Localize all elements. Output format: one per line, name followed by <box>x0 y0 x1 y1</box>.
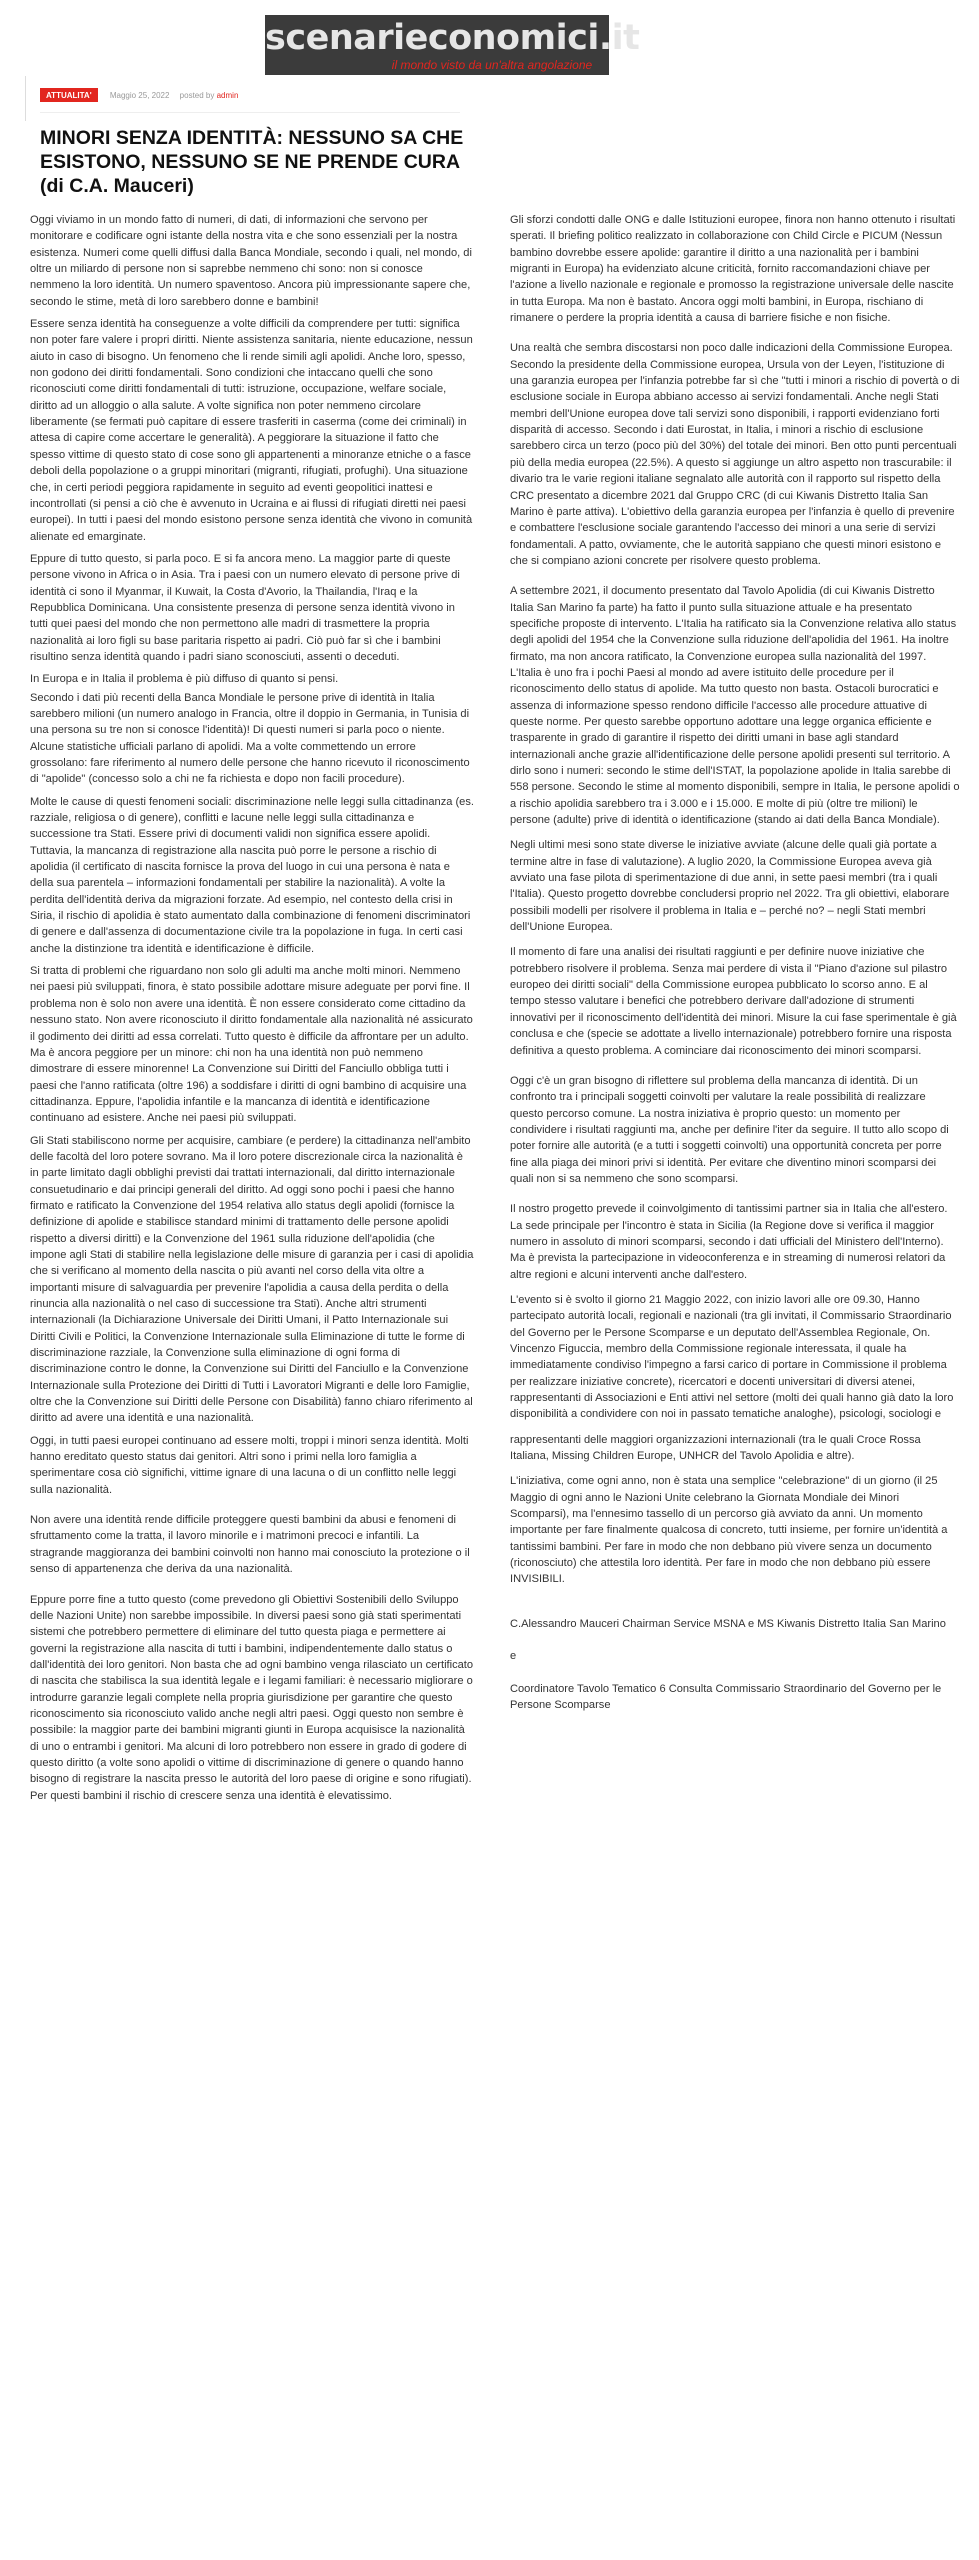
divider <box>40 112 460 113</box>
category-badge[interactable]: ATTUALITA' <box>40 88 98 102</box>
paragraph: Il momento di fare una analisi dei risultati raggiunti e per definire nuove iniziative che potrebbero risolvere il problema. Senza mai perdere di vista il "Piano d'azione sul pilastro europeo dei diritti sociali" della Commissione europea pubblicato lo scorso anno. E al tempo stesso valutare i benefici che potrebbero derivare dall'adozione di strumenti innovativi per il riconoscimento dell'identità dei minori. Misure la cui fase sperimentale è già conclusa e che (specie se adottate a livello internazionale) potrebbero fornire una risposta definitiva a questo problema. A cominciare dai riconoscimento dei minori scomparsi. <box>510 946 957 1057</box>
paragraph: Secondo i dati più recenti della Banca Mondiale le persone prive di identità in Italia sarebbero milioni (un numero analogo in Francia, oltre il doppio in Germania, in Tunisia di una persona su tre non si conosce l'identità)! Di questi numeri si parla poco o niente. Alcune statistiche ufficiali parlano di apolidi. Ma a volte commettendo un errore grossolano: fare riferimento al numero delle persone che hanno ricevuto il riconoscimento di "apolide" (concesso solo a chi ne fa richiesta e dopo non facili procedure). <box>30 691 470 786</box>
paragraph: In Europa e in Italia il problema è più diffuso di quanto si pensi. <box>30 673 339 686</box>
paragraph: Essere senza identità ha conseguenze a volte difficili da comprendere per tutti: significa non poter fare valere i propri diritti. Niente assistenza sanitaria, niente educazione, nessun aiuto in caso di bisogno. Un fenomeno che li rende simili agli apolidi. Anche loro, spesso, non godono dei diritti fondamentali. Sono condizioni che intaccano quelli che sono riconosciuti come diritti fondamentali di tutti: istruzione, occupazione, welfare sociale, diritto ad un alloggio o alla salute. A volte significa non poter nemmeno circolare liberamente (se fermati può capitare di essere trasferiti in caserma (come dei criminali) in attesa di capire come accertare le generalità). A peggiorare la situazione il fatto che spesso vittime di questo stato di cose sono gli appartenenti a minoranze etniche o a fasce deboli della popolazione o a gruppi minoritari (migranti, rifugiati, profughi). Una situazione che, in certi periodi peggiora rapidamente in seguito ad eventi geopolitici inattesi e incontrollati (si pensi a ciò che è avvenuto in Ucraina e ai flussi di rifugiati diretti nei paesi europei). In tutti i paesi del mondo esistono persone senza identità che vivono in comunità alienate ed emarginate. <box>30 318 473 543</box>
site-brand: scenarieconomici.it <box>265 18 640 58</box>
site-tagline: il mondo visto da un'altra angolazione <box>391 58 593 72</box>
paragraph: rappresentanti delle maggiori organizzazioni internazionali (tra le quali Croce Rossa Italiana, Missing Children Europe, UNHCR del Tavolo Apolidia e altre). <box>510 1433 921 1463</box>
paragraph: A settembre 2021, il documento presentato dal Tavolo Apolidia (di cui Kiwanis Distretto Italia San Marino fa parte) ha fatto il punto sulla situazione attuale e ha presentato specifiche proposte di intervento. L'Italia ha ratificato sia la Convenzione relativa allo status degli apolidi del 1954 che la Convenzione sulla riduzione dell'apolidia del 1961. Ha inoltre firmato, ma non ancora ratificato, la Convenzione europea sulla nazionalità del 1997. L'Italia è uno fra i pochi Paesi al mondo ad avere istituito delle procedure per il riconoscimento dello status di apolide. Ma tutto questo non basta. Ostacoli burocratici e assenza di informazione spesso rendono difficile l'accesso alle procedure attuative di queste norme. Per questo sarebbe opportuno adottare una legge organica efficiente e trasparente in grado di garantire il rispetto dei diritti umani in base agli standard internazionali anche grazie all'identificazione delle persone apolidi presenti sul territorio. A dirlo sono i numeri: secondo le stime dell'ISTAT, la popolazione apolide in Italia sarebbe di 558 persone. Secondo le stime al momento disponibili, sempre in Italia, le persone apolidi o a rischio apolidia sarebbero tra i 3.000 e i 15.000. E molte di più (oltre tre milioni) le persone (adulte) prive di identità o identificazione (stando ai dati della Banca Mondiale). <box>510 585 960 827</box>
author-role: Coordinatore Tavolo Tematico 6 Consulta Commissario Straordinario del Governo per le Persone Scomparse <box>510 1682 942 1711</box>
divider <box>25 76 26 121</box>
posted-by-label: posted by <box>179 91 215 100</box>
paragraph: Oggi c'è un gran bisogno di riflettere sul problema della mancanza di identità. Di un confronto tra i principali soggetti coinvolti per valutare la reale possibilità di realizzare questo percorso comune. La nostra iniziativa è proprio questo: un momento per condividere i risultati raggiunti ma, anche per definire l'iter da seguire. Il tutto allo scopo di poter fornire alle autorità (e a tutti i soggetti coinvolti) una opportunità concreta per porre fine alla piaga dei minori privi si identità. Per evitare che diventino minori scomparsi dei quali non si sa nemmeno che sono scomparsi. <box>510 1074 949 1185</box>
paragraph: Il nostro progetto prevede il coinvolgimento di tantissimi partner sia in Italia che all'estero. La sede principale per l'incontro è stata in Sicilia (la Regione dove si verifica il maggior numero in assoluto di minori scomparsi, secondo i dati ufficiali del Ministero dell'Interno). Ma è prevista la partecipazione in videoconferenza e in streaming di numerosi relatori da altre regioni e alcuni interventi anche dall'estero. <box>510 1203 948 1281</box>
paragraph: Si tratta di problemi che riguardano non solo gli adulti ma anche molti minori. Nemmeno nei paesi più sviluppati, finora, è stato possibile adottare misure adeguate per porvi fine. Il problema non è solo non avere una identità. È non essere considerato come cittadino da nessuno stato. Non avere riconosciuto il diritto fondamentale alla nazionalità né assicurato il godimento dei diritti ad essa correlati. Tutto questo è difficile da affrontare per un adulto. Ma è ancora peggiore per un minore: chi non ha una identità non può nemmeno dimostrare di essere minorenne! La Convenzione sui Diritti del Fanciullo obbliga tutti i paesi che l'anno ratificata (oltre 196) a soddisfare i diritti di ogni bambino di acquisire una cittadinanza. Eppure, l'apolidia infantile e la mancanza di identità e identificazione continuano ad esistere. Anche nei paesi più sviluppati. <box>30 965 473 1125</box>
post-date: Maggio 25, 2022 <box>109 91 170 100</box>
paragraph: Negli ultimi mesi sono state diverse le iniziative avviate (alcune delle quali già portate a termine altre in fase di valutazione). A luglio 2020, la Commissione Europea aveva già avviato una fase pilota di sperimentazione di due anni, in sette paesi membri (tra i quali l'Italia). Questo progetto dovrebbe concludersi proprio nel 2022. Tra gli obiettivi, elaborare possibili modelli per risolvere il problema in Italia e – perché no? – negli Stati membri dell'Unione Europea. <box>510 839 950 934</box>
paragraph: Gli sforzi condotti dalle ONG e dalle Istituzioni europee, finora non hanno ottenuto i risultati sperati. Il briefing politico realizzato in collaborazione con Child Circle e PICUM (Nessun bambino dovrebbe essere apolide: garantire il diritto a una nazionalità per i bambini migranti in Europa) ha evidenziato alcune criticità, fornito raccomandazioni chiave per l'azione a livello nazionale e regionale e promosso la registrazione universale delle nascite in tutta Europa. Ma non è bastato. Ancora oggi molti bambini, in Europa, rischiano di rimanere o perdere la propria identità a causa di barriere fisiche e non fisiche. <box>510 214 956 325</box>
article-column-left <box>30 212 474 1810</box>
paragraph: Una realtà che sembra discostarsi non poco dalle indicazioni della Commissione Europea. Secondo la presidente della Commissione europea, Ursula von der Leyen, l'istituzione di una garanzia europea per l'infanzia potrebbe far sì che "tutti i minori a rischio di povertà o di esclusione sociale in Europa abbiano accesso ai servizi fondamentali. Anche negli Stati membri dell'Unione europea dove tali servizi sono disponibili, i rapporti evidenziano forti disparità di accesso. Secondo i dati Eurostat, in Italia, i minori a rischio di esclusione sarebbero circa un terzo (poco più del 30%) del totale dei minori. Ben otto punti percentuali più della media europea (22.5%). A questo si aggiunge un altro aspetto non trascurabile: il divario tra le varie regioni italiane segnalato alle autorità con il rapporto sul rispetto della CRC presentato a dicembre 2021 dal Gruppo CRC (di cui Kiwanis Distretto Italia San Marino è parte attiva). L'obiettivo della garanzia europea per l'infanzia è quello di prevenire e combattere l'esclusione sociale garantendo l'accesso dei minori a una serie di servizi fondamentali. A patto, ovviamente, che le autorità sappiano che questi minori esistono e che si compiano azioni concrete per risolvere questo problema. <box>510 342 960 567</box>
author-credit-conjunction: e <box>510 1650 517 1663</box>
paragraph: Eppure di tutto questo, si parla poco. E si fa ancora meno. La maggior parte di queste persone vivono in Africa o in Asia. Tra i paesi con un numero elevato di persone prive di identità ci sono il Myanmar, il Kuwait, la Costa d'Avorio, la Thailandia, l'Iraq e la Repubblica Dominicana. Una consistente presenza di persone senza identità vivono in tutti quei paesi del mondo che non permettono alle madri di trasmettere la propria nazionalità ai loro figli su base paritaria rispetto ai padri. Ciò può far sì che i bambini risultino senza identità quando i padri siano sconosciuti, assenti o deceduti. <box>30 552 460 663</box>
paragraph: Gli Stati stabiliscono norme per acquisire, cambiare (e perdere) la cittadinanza nell'ambito delle facoltà del loro potere sovrano. Ma il loro potere discrezionale circa la nazionalità è in parte limitato dagli obblighi previsti dai trattati internazionali, dal diritto internazionale consuetudinario e dai principi generali del diritto. Ad oggi sono pochi i paesi che hanno firmato e ratificato la Convenzione del 1954 relativa allo status degli apolidi (fornisce la definizione di apolide e stabilisce standard minimi di trattamento delle persone apolidi rispetto a diversi diritti) e la Convenzione del 1961 sulla riduzione dell'apolidia (che impone agli Stati di stabilire nella legislazione delle misure di garanzia per i casi di apolidia che si verificano al momento della nascita o più avanti nel corso della vita oltre a importanti misure di salvaguardia per prevenire l'apolidia a causa della perdita o della rinuncia alla nazionalità o nel caso di successione tra Stati). Anche altri strumenti internazionali (la Dichiarazione Universale dei Diritti Umani, il Patto Internazionale sui Diritti Civili e Politici, la Convenzione Internazionale sulla Eliminazione di tutte le forme di discriminazione razziale, la Convenzione sulla eliminazione di ogni forma di discriminazione contro le donne, la Convenzione sui Diritti del Fanciullo e la Convenzione Internazionale sulla Protezione dei Diritti di Tutti i Lavoratori Migranti e delle loro Famiglie, oltre che la Convenzione sui Diritti delle Persone con Disabilità) fanno chiaro riferimento al diritto ad avere una identità e una nazionalità. <box>30 1134 474 1425</box>
author-credit: C.Alessandro Mauceri Chairman Service MSNA e MS Kiwanis Distretto Italia San Marino <box>510 1617 946 1630</box>
article-column-right <box>510 212 960 1729</box>
paragraph: Non avere una identità rende difficile proteggere questi bambini da abusi e fenomeni di sfruttamento come la tratta, il lavoro minorile e i matrimoni precoci e infantili. La stragrande maggioranza dei bambini coinvolti non hanno mai conosciuto la protezione o il senso di appartenenza che deriva da una nazionalità. <box>30 1514 470 1576</box>
post-author-link[interactable]: admin <box>216 91 239 100</box>
paragraph: Eppure porre fine a tutto questo (come prevedono gli Obiettivi Sostenibili dello Sviluppo delle Nazioni Unite) non sarebbe impossibile. In diversi paesi sono già stati sperimentati sistemi che potrebbero permettere di eliminare del tutto questa piaga e permettere ai governi la registrazione alla nascita di tutti i bambini, indipendentemente dallo status o dall'identità dei loro genitori. Non basta che ad ogni bambino venga rilasciato un certificato di nascita che stabilisca la sua identità legale e i legami familiari: è necessario migliorare o introdurre garanzie legali complete nella propria giurisdizione per garantire che questo riconoscimento sia riconosciuto valido anche negli altri paesi. Oggi questo non sembre è possibile: la maggior parte dei bambini migranti giunti in Europa acquisisce la nazionalità di uno o entrambi i genitori. Ma alcuni di loro potrebbero non essere in grado di godere di questo diritto (a volte sono apolidi o vittime di discriminazione di genere o quando hanno bisogno di registrare la nascita presso le autorità del loro paese di origine e sono rifugiati). Per questi bambini il rischio di crescere senza una identità è elevatissimo. <box>30 1593 474 1802</box>
paragraph: Oggi viviamo in un mondo fatto di numeri, di dati, di informazioni che servono per monitorare e codificare ogni istante della nostra vita e che sono essenziali per la nostra esistenza. Numeri come quelli diffusi dalla Banca Mondiale, secondo i quali, nel mondo, di oltre un miliardo di persone non si saprebbe nemmeno chi sono: non si conosce nemmeno la loro identità. Un numero spaventoso. Ancora più impressionante sapere che, secondo le stime, metà di loro sarebbero donne e bambini! <box>30 214 472 308</box>
paragraph: L'iniziativa, come ogni anno, non è stata una semplice "celebrazione" di un giorno (il 25 Maggio di ogni anno le Nazioni Unite celebrano la Giornata Mondiale dei Minori Scomparsi), ma l'ennesimo tassello di un percorso già avviato da anni. Un momento importante per fare finalmente qualcosa di concreto, tutti insieme, per fornire un'identità a tantissimi bambini. Per fare in modo che non debbano più vivere senza un documento (riconosciuto) che attestila loro identità. Per fare in modo che non debbano più essere INVISIBILI. <box>510 1475 948 1586</box>
article-title: MINORI SENZA IDENTITÀ: NESSUNO SA CHE ESISTONO, NESSUNO SE NE PRENDE CURA (di C.A. Mauceri) <box>40 127 464 197</box>
paragraph: L'evento si è svolto il giorno 21 Maggio 2022, con inizio lavori alle ore 09.30, Hanno partecipato autorità locali, regionali e nazionali (tra gli invitati, il Commissario Straordinario del Governo per le Persone Scomparse e un deputato dell'Assemblea Regionale, On. Vincenzo Figuccia, membro della Commissione regionale interessata, il quale ha immediatamente condiviso l'impegno a farsi carico di portare in Commissione il problema per realizzare iniziative concrete), ricercatori e docenti universitari di diversi atenei, rappresentanti di Associazioni e Enti attivi nel settore (molti dei quali hanno già dato la loro disponibilità a condividere con noi in passato tematiche analoghe), psicologi, sociologi e <box>510 1293 954 1421</box>
site-logo[interactable] <box>265 15 640 75</box>
post-meta <box>40 88 238 102</box>
paragraph: Molte le cause di questi fenomeni sociali: discriminazione nelle leggi sulla cittadinanza (es. razziale, religiosa o di genere), conflitti e lacune nelle leggi sulla cittadinanza e successione tra Stati. Essere privi di documenti validi non significa essere apolidi. Tuttavia, la mancanza di registrazione alla nascita può porre le persone a rischio di apolidia (il certificato di nascita fornisce la prova del luogo in cui una persona è nata e della sua parentela – informazioni fondamentali per stabilire la nazionalità). A volte la perdita dell'identità deriva da migrazioni forzate. Ad esempio, nel contesto della crisi in Siria, il rischio di apolidia è stato aumentato dalla combinazione di fenomeni discriminatori di genere e dall'assenza di documentazione civile tra la popolazione in fuga. In certi casi anche la distinzione tra identità e identificazione è difficile. <box>30 795 474 955</box>
paragraph: Oggi, in tutti paesi europei continuano ad essere molti, troppi i minori senza identità. Molti hanno ereditato questo status dai genitori. Altri sono i primi nella loro famiglia a sperimentare cosa ciò significhi, vittime ignare di una lacuna o di un conflitto nelle leggi sulla nazionalità. <box>30 1434 469 1496</box>
